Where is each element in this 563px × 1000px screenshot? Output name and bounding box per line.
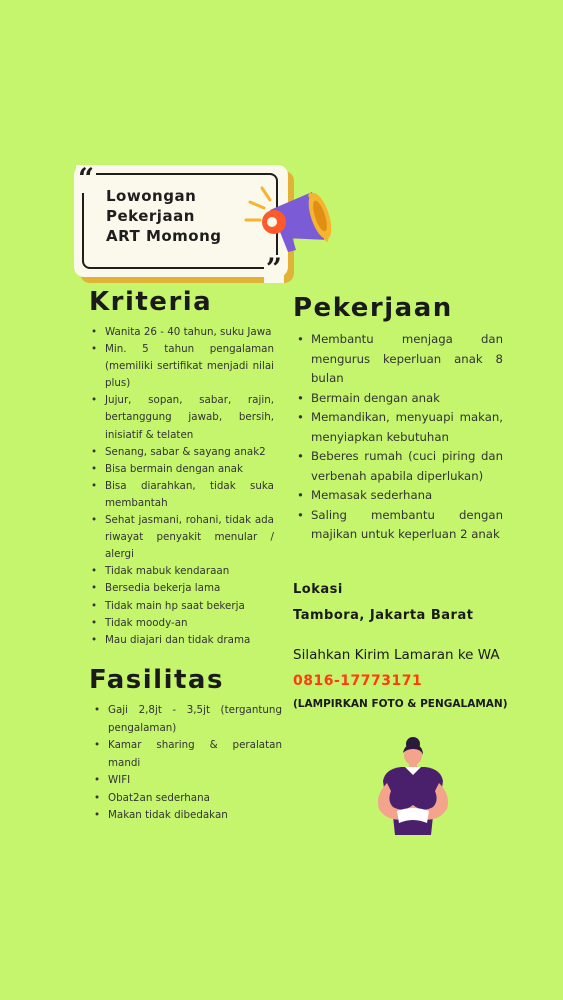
list-item: • Obat2an sederhana [92, 790, 282, 808]
fasilitas-list [92, 702, 282, 825]
list-item: • Memasak sederhana [295, 486, 503, 506]
open-quote-icon: “ [78, 162, 95, 195]
megaphone-icon [240, 170, 340, 270]
pekerjaan-heading: Pekerjaan [293, 293, 453, 323]
list-item: • Makan tidak dibedakan [92, 807, 282, 825]
woman-illustration-icon [365, 735, 460, 840]
phone-number[interactable]: 0816-17773171 [293, 673, 423, 689]
list-item: • Bermain dengan anak [295, 389, 503, 409]
list-item: • Memandikan, menyuapi makan, menyiapkan kebutuhan [295, 408, 503, 447]
list-item: • Senang, sabar & sayang anak2 [89, 444, 274, 461]
list-item: • Kamar sharing & peralatan mandi [92, 737, 282, 772]
list-item: • Jujur, sopan, sabar, rajin, bertanggung jawab, bersih, inisiatif & telaten [89, 392, 274, 443]
list-item: • Bisa diarahkan, tidak suka membantah [89, 478, 274, 512]
kriteria-heading: Kriteria [89, 287, 213, 317]
list-item: • Min. 5 tahun pengalaman (memiliki sertifikat menjadi nilai plus) [89, 341, 274, 392]
list-item: • Mau diajari dan tidak drama [89, 632, 274, 649]
list-item: • Gaji 2,8jt - 3,5jt (tergantung pengalaman) [92, 702, 282, 737]
page-title [106, 186, 256, 246]
list-item: • Tidak main hp saat bekerja [89, 598, 274, 615]
pekerjaan-list [295, 330, 503, 545]
close-quote-icon: ” [265, 252, 282, 285]
list-item: • Tidak moody-an [89, 615, 274, 632]
lokasi-label: Lokasi [293, 582, 343, 597]
contact-note: (LAMPIRKAN FOTO & PENGALAMAN) [293, 698, 508, 710]
list-item: • Bersedia bekerja lama [89, 580, 274, 597]
list-item: • Bisa bermain dengan anak [89, 461, 274, 478]
title-line-1: Lowongan [106, 187, 197, 205]
title-line-3: ART Momong [106, 227, 222, 245]
title-line-2: Pekerjaan [106, 207, 195, 225]
list-item: • Beberes rumah (cuci piring dan verbenah apabila diperlukan) [295, 447, 503, 486]
fasilitas-heading: Fasilitas [89, 665, 224, 695]
list-item: • Membantu menjaga dan mengurus keperluan anak 8 bulan [295, 330, 503, 389]
list-item: • Tidak mabuk kendaraan [89, 563, 274, 580]
contact-cta: Silahkan Kirim Lamaran ke WA [293, 647, 500, 663]
list-item: • WIFI [92, 772, 282, 790]
list-item: • Saling membantu dengan majikan untuk keperluan 2 anak [295, 506, 503, 545]
list-item: • Sehat jasmani, rohani, tidak ada riwayat penyakit menular / alergi [89, 512, 274, 563]
kriteria-list [89, 324, 274, 649]
lokasi-value: Tambora, Jakarta Barat [293, 608, 474, 623]
list-item: • Wanita 26 - 40 tahun, suku Jawa [89, 324, 274, 341]
